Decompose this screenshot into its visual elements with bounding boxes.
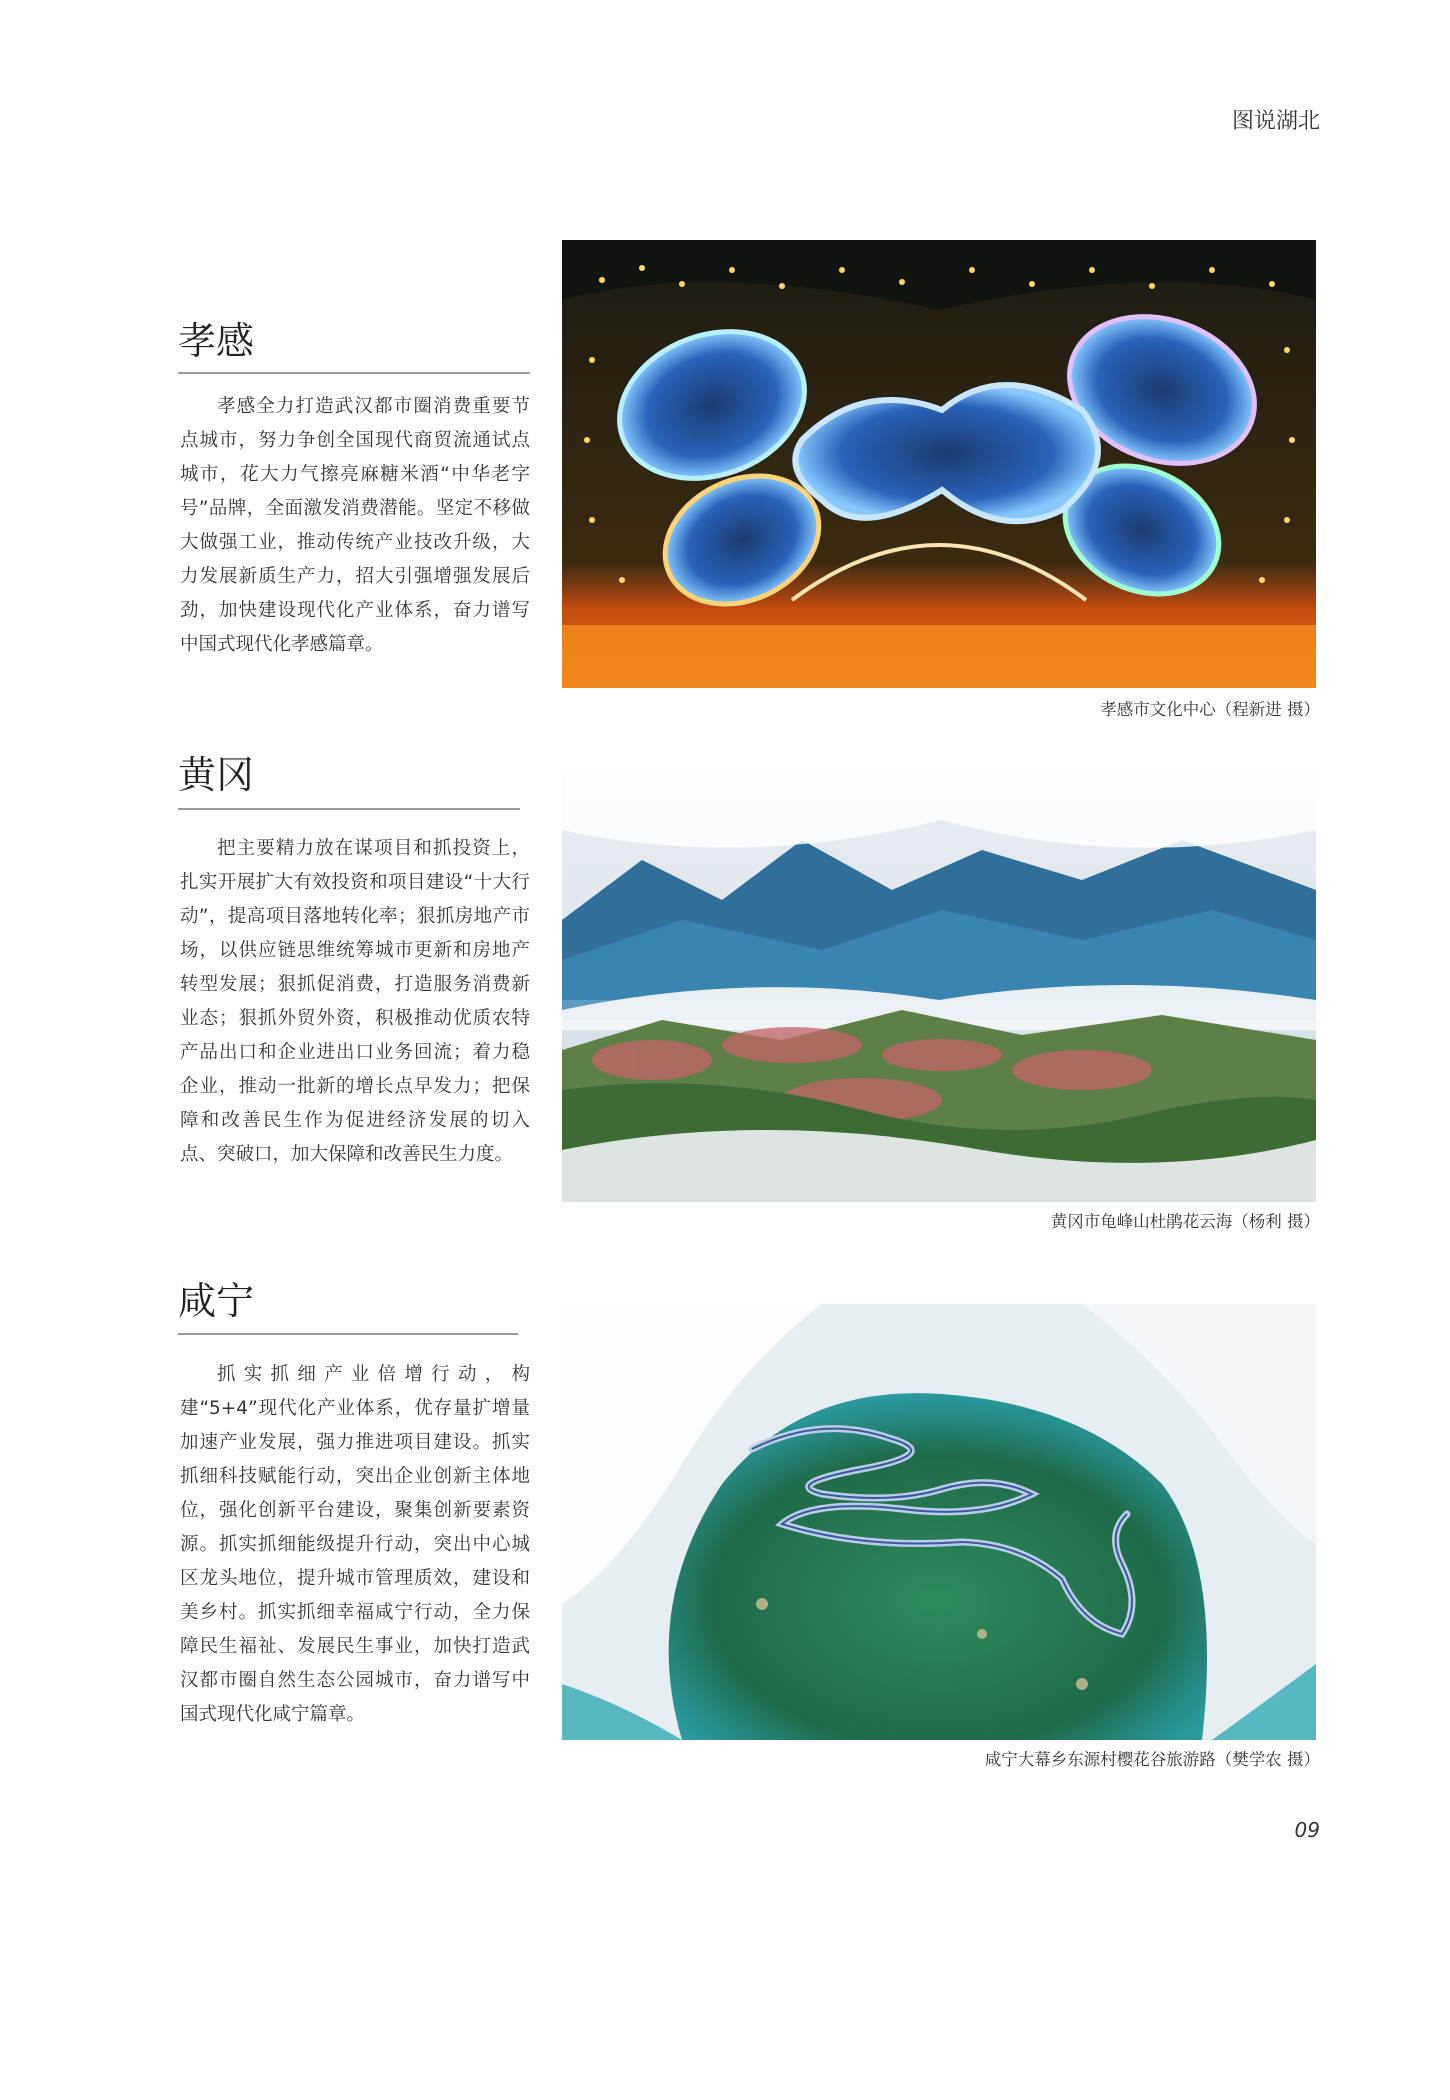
section-body-huanggang: 把主要精力放在谋项目和抓投资上，扎实开展扩大有效投资和项目建设“十大行动”，提高项目落地转化率；狠抓房地产市场，以供应链思维统筹城市更新和房地产转型发展；狠抓促消费，打造服务消费新业态；狠抓外贸外资，积极推动优质农特产品出口和企业进出口业务回流；着力稳企业，推动一批新的增长点早发力；把保障和改善民生作为促进经济发展的切入点、突破口，加大保障和改善民生力度。 <box>180 838 530 1165</box>
section-title-xianning: 咸宁 <box>178 1279 255 1323</box>
section-body-xianning: 抓实抓细产业倍增行动，构建“5+4”现代化产业体系，优存量扩增量加速产业发展，强力推进项目建设。抓实抓细科技赋能行动，突出企业创新主体地位，强化创新平台建设，聚集创新要素资源。抓实抓细能级提升行动，突出中心城区龙头地位，提升城市管理质效，建设和美乡村。抓实抓细幸福咸宁行动，全力保障民生福祉、发展民生事业，加快打造武汉都市圈自然生态公园城市，奋力谱写中国式现代化咸宁篇章。 <box>180 1364 530 1725</box>
section-divider <box>178 808 520 810</box>
photo-caption-xianning: 咸宁大幕乡东源村樱花谷旅游路（樊学农 摄） <box>984 1750 1320 1769</box>
photo-caption-huanggang: 黄冈市龟峰山杜鹃花云海（杨利 摄） <box>1050 1212 1320 1231</box>
section-divider <box>178 372 530 374</box>
photo-caption-xiaogan: 孝感市文化中心（程新进 摄） <box>1100 700 1320 719</box>
section-title-huanggang: 黄冈 <box>178 753 255 797</box>
section-title-xiaogan: 孝感 <box>178 319 255 363</box>
section-divider <box>178 1333 518 1335</box>
page-number: 09 <box>1294 1818 1320 1842</box>
section-body-xiaogan: 孝感全力打造武汉都市圈消费重要节点城市，努力争创全国现代商贸流通试点城市，花大力气擦亮麻糖米酒“中华老字号”品牌，全面激发消费潜能。坚定不移做大做强工业，推动传统产业技改升级，大力发展新质生产力，招大引强增强发展后劲，加快建设现代化产业体系，奋力谱写中国式现代化孝感篇章。 <box>180 396 530 655</box>
photo-xiaogan-culture-center <box>562 240 1316 688</box>
photo-huanggang-mountain-clouds <box>562 770 1316 1202</box>
photo-xianning-winding-road <box>562 1304 1316 1740</box>
magazine-section-label: 图说湖北 <box>1231 109 1320 134</box>
